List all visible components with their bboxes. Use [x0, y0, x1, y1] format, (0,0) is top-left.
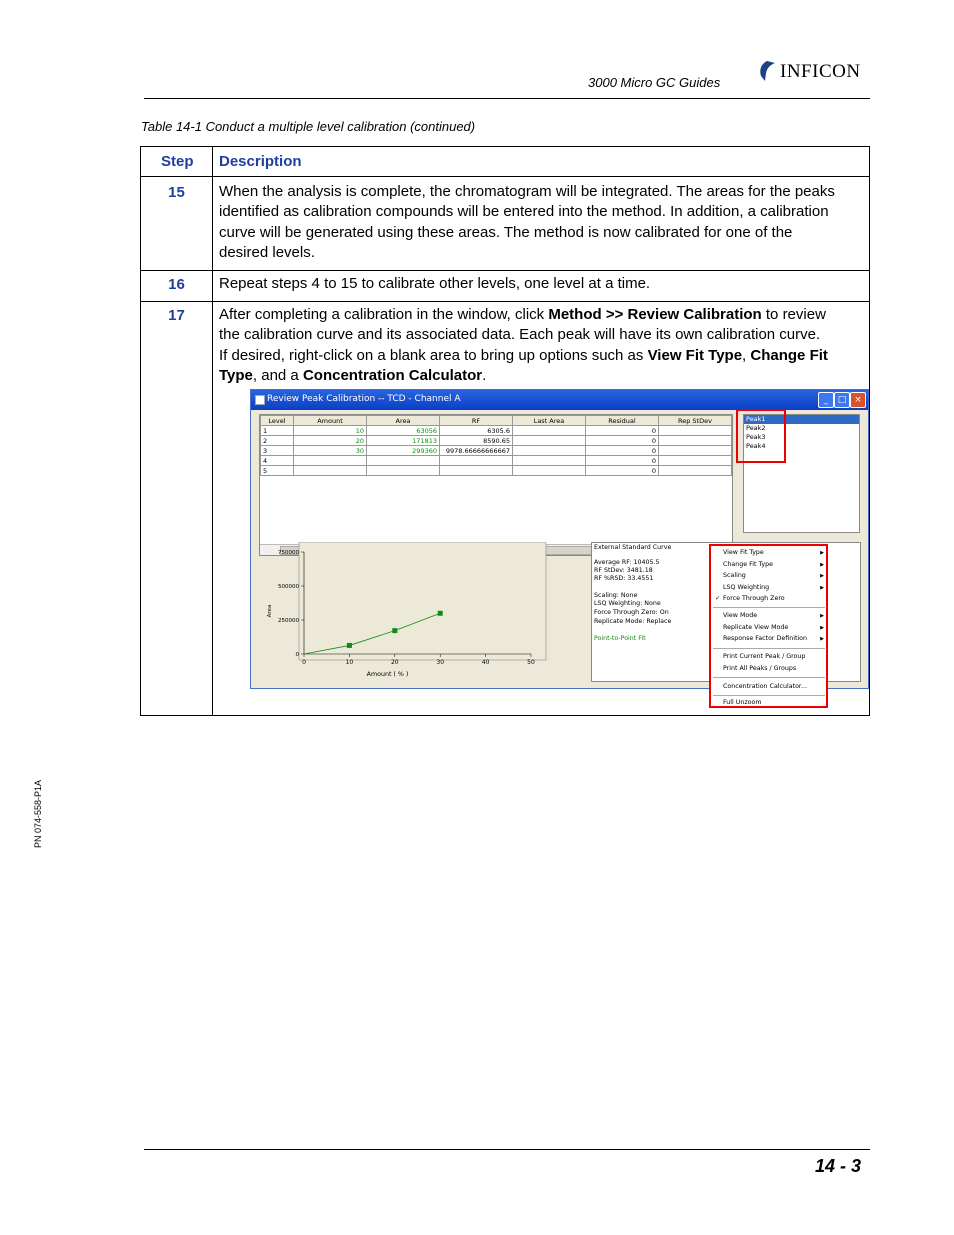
info-line: LSQ Weighting: None — [594, 600, 661, 607]
x-tick-label: 0 — [302, 659, 306, 666]
grid-cell[interactable] — [440, 456, 513, 466]
calibration-point — [438, 611, 443, 616]
menu-item[interactable]: View Mode — [723, 612, 758, 619]
y-tick-label: 0 — [295, 652, 299, 658]
footer-rule — [144, 1149, 870, 1150]
part-number: PN 074-558-P1A — [33, 779, 43, 848]
grid-row[interactable] — [261, 466, 732, 476]
grid-cell[interactable]: 9978.66666666667 — [440, 446, 513, 456]
y-tick-label: 500000 — [278, 584, 299, 590]
window-titlebar — [251, 390, 868, 410]
menu-item[interactable]: Print Current Peak / Group — [723, 653, 806, 660]
maximize-icon[interactable]: □ — [834, 392, 850, 408]
y-tick-label: 250000 — [278, 618, 299, 624]
peak-item[interactable]: Peak3 — [746, 433, 766, 441]
grid-cell[interactable]: 3 — [261, 446, 294, 456]
menu-item[interactable]: View Fit Type — [723, 549, 764, 556]
grid-cell[interactable] — [659, 466, 732, 476]
grid-row[interactable] — [261, 456, 732, 466]
calibration-point — [392, 628, 397, 633]
peak-item[interactable]: Peak1 — [744, 415, 859, 424]
menu-separator — [713, 677, 825, 678]
menu-item[interactable]: Change Fit Type — [723, 561, 773, 568]
option-name: Type — [219, 366, 253, 384]
header-description: Description — [219, 153, 302, 170]
header-rule — [144, 98, 870, 99]
inficon-logo-mark-icon — [758, 60, 776, 82]
grid-cell[interactable]: 10 — [294, 426, 367, 436]
menu-item[interactable]: Full Unzoom — [723, 699, 762, 706]
grid-cell[interactable]: 0 — [586, 456, 659, 466]
info-line: Scaling: None — [594, 592, 638, 599]
desc-line: identified as calibration compounds will be entered into the method. In addition, a calibration — [219, 203, 829, 221]
grid-cell[interactable] — [294, 466, 367, 476]
context-menu — [709, 544, 828, 708]
x-tick-label: 50 — [527, 659, 535, 666]
step-description — [219, 305, 864, 386]
header-step: Step — [161, 153, 194, 170]
peak-item[interactable]: Peak4 — [746, 442, 766, 450]
grid-cell[interactable] — [513, 456, 586, 466]
window-title: Review Peak Calibration -- TCD - Channel A — [267, 394, 461, 404]
grid-cell[interactable] — [440, 466, 513, 476]
grid-cell[interactable]: 0 — [586, 436, 659, 446]
column-divider — [212, 147, 213, 715]
desc-text: After completing a calibration in the window, click — [219, 306, 549, 323]
menu-item[interactable]: LSQ Weighting — [723, 584, 770, 591]
grid-cell[interactable]: 4 — [261, 456, 294, 466]
menu-item[interactable]: Replicate View Mode — [723, 624, 789, 631]
info-line: RF StDev: 3481.18 — [594, 567, 653, 574]
desc-line: the calibration curve and its associated data. Each peak will have its own calibration curve. — [219, 326, 821, 344]
info-line: Replicate Mode: Replace — [594, 618, 672, 625]
guide-title: 3000 Micro GC Guides — [588, 75, 721, 90]
x-tick-label: 30 — [436, 659, 445, 666]
step-number: 16 — [168, 276, 185, 293]
close-icon[interactable]: × — [850, 392, 866, 408]
x-tick-label: 10 — [345, 659, 354, 666]
submenu-arrow-icon: ▶ — [820, 636, 824, 642]
grid-cell[interactable]: 20 — [294, 436, 367, 446]
table-caption: Table 14-1 Conduct a multiple level calibration (continued) — [141, 119, 476, 134]
grid-cell[interactable] — [513, 446, 586, 456]
desc-text: to review — [761, 306, 826, 323]
grid-cell[interactable] — [659, 426, 732, 436]
menu-item[interactable]: Response Factor Definition — [723, 635, 808, 642]
step-description — [219, 182, 864, 263]
grid-cell[interactable]: 299360 — [367, 446, 440, 456]
peak-highlight-box — [736, 409, 786, 463]
plot-frame — [299, 542, 546, 660]
desc-text: , — [742, 346, 751, 364]
info-line: Average RF: 10405.5 — [594, 559, 660, 566]
grid-cell[interactable]: 30 — [294, 446, 367, 456]
submenu-arrow-icon: ▶ — [820, 625, 824, 631]
option-name: View Fit Type — [647, 346, 743, 364]
grid-cell[interactable] — [513, 436, 586, 446]
grid-header[interactable]: Area — [367, 416, 440, 426]
desc-line — [219, 346, 864, 366]
peak-item[interactable]: Peak2 — [746, 424, 766, 432]
logo-text: INFICON — [780, 61, 861, 82]
grid-header-row — [261, 416, 732, 426]
option-name: Concentration Calculator — [302, 366, 483, 384]
grid-row[interactable] — [261, 436, 732, 446]
grid-cell[interactable]: 5 — [261, 466, 294, 476]
menu-item[interactable]: Scaling — [723, 572, 746, 579]
menu-separator — [713, 695, 825, 696]
submenu-arrow-icon: ▶ — [820, 613, 824, 619]
grid-cell[interactable]: 0 — [586, 426, 659, 436]
page-number: 14 - 3 — [815, 1156, 862, 1176]
menu-item[interactable]: Force Through Zero — [723, 595, 785, 602]
grid-header[interactable]: Last Area — [513, 416, 586, 426]
grid-cell[interactable]: 1 — [261, 426, 294, 436]
grid-row[interactable] — [261, 446, 732, 456]
info-line: RF %RSD: 33.4551 — [594, 575, 654, 582]
checkmark-icon: ✓ — [715, 595, 721, 602]
info-line: External Standard Curve — [594, 544, 672, 551]
desc-line: When the analysis is complete, the chromatogram will be integrated. The areas for the peaks — [219, 183, 835, 200]
menu-separator — [713, 607, 825, 608]
grid-cell[interactable] — [513, 466, 586, 476]
window-icon — [255, 395, 265, 405]
desc-text: , and a — [252, 366, 303, 384]
grid-cell[interactable] — [367, 456, 440, 466]
grid-header[interactable]: Residual — [586, 416, 659, 426]
grid-cell[interactable]: 0 — [586, 446, 659, 456]
submenu-arrow-icon: ▶ — [820, 550, 824, 556]
minimize-icon[interactable]: _ — [818, 392, 834, 408]
grid-cell[interactable]: 2 — [261, 436, 294, 446]
step-number: 15 — [168, 184, 185, 201]
grid-cell[interactable]: 8590.65 — [440, 436, 513, 446]
desc-text: . — [482, 366, 487, 384]
x-axis-label: Amount ( % ) — [366, 671, 409, 678]
calibration-grid[interactable] — [259, 414, 733, 556]
submenu-arrow-icon: ▶ — [820, 585, 824, 591]
desc-text: If desired, right-click on a blank area to bring up options such as — [219, 346, 648, 364]
grid-row[interactable] — [261, 426, 732, 436]
submenu-arrow-icon: ▶ — [820, 573, 824, 579]
grid-cell[interactable]: 0 — [586, 466, 659, 476]
menu-item[interactable]: Print All Peaks / Groups — [723, 665, 797, 672]
desc-line — [219, 305, 864, 325]
menu-separator — [713, 648, 825, 649]
grid-header[interactable]: RF — [440, 416, 513, 426]
calibration-point — [347, 643, 352, 648]
step-number: 17 — [168, 307, 185, 324]
y-tick-label: 750000 — [278, 550, 299, 556]
submenu-arrow-icon: ▶ — [820, 562, 824, 568]
grid-cell[interactable] — [659, 446, 732, 456]
desc-line: Repeat steps 4 to 15 to calibrate other levels, one level at a time. — [219, 275, 651, 292]
option-name: Change Fit — [750, 346, 828, 364]
desc-line — [219, 366, 864, 386]
x-tick-label: 20 — [390, 659, 399, 666]
inficon-logo — [758, 58, 873, 84]
menu-path: Method >> Review Calibration — [548, 306, 762, 323]
menu-item[interactable]: Concentration Calculator... — [723, 683, 807, 690]
grid-cell[interactable]: 63056 — [367, 426, 440, 436]
step-description — [219, 274, 864, 294]
desc-line: curve will be generated using these areas. The method is now calibrated for one of the — [219, 223, 793, 241]
grid-cell[interactable]: 171813 — [367, 436, 440, 446]
desc-line: desired levels. — [219, 243, 315, 261]
grid-cell[interactable] — [659, 456, 732, 466]
calibration-table — [260, 415, 732, 476]
grid-cell[interactable] — [513, 426, 586, 436]
grid-header[interactable]: Level — [261, 416, 294, 426]
grid-cell[interactable] — [294, 456, 367, 466]
row-divider — [141, 176, 869, 177]
info-line: Force Through Zero: On — [594, 609, 669, 616]
info-line: Point-to-Point Fit — [594, 635, 646, 642]
grid-cell[interactable]: 6305.6 — [440, 426, 513, 436]
calibration-plot[interactable] — [259, 542, 596, 687]
grid-header[interactable]: Rep StDev — [659, 416, 732, 426]
row-divider — [141, 270, 869, 271]
grid-header[interactable]: Amount — [294, 416, 367, 426]
grid-cell[interactable] — [367, 466, 440, 476]
row-divider — [141, 301, 869, 302]
x-tick-label: 40 — [481, 659, 490, 666]
grid-cell[interactable] — [659, 436, 732, 446]
y-axis-label: Area — [267, 604, 273, 618]
